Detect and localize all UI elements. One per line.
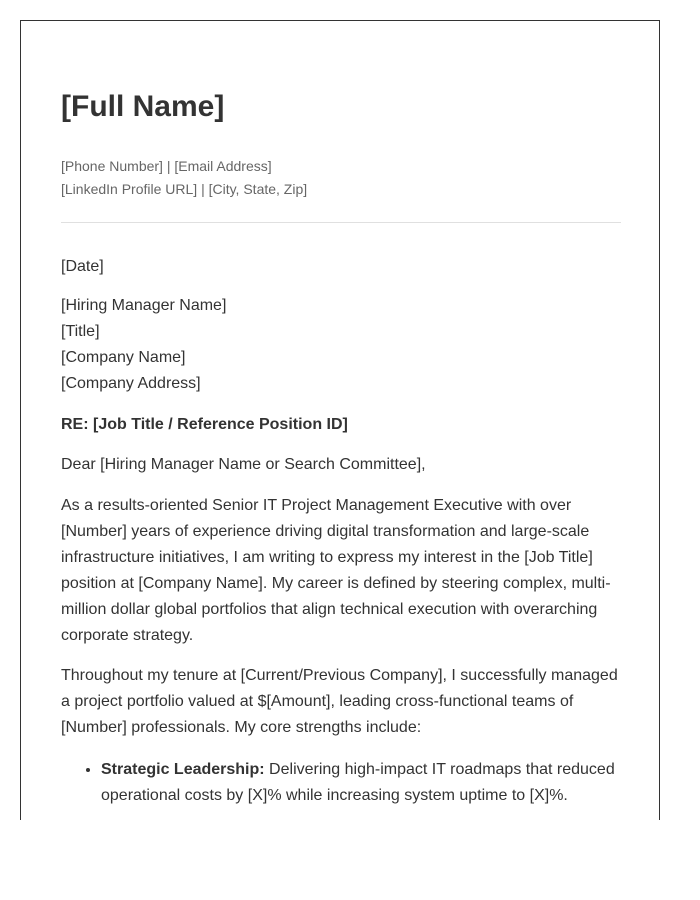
recipient-title: [Title]: [61, 323, 100, 340]
recipient-block: [61, 293, 621, 397]
experience-paragraph: Throughout my tenure at [Current/Previous Company], I successfully managed a project portfolio valued at $[Amount], leading cross-functional teams of [Number] professionals. My core strengths include:: [61, 667, 618, 736]
strength-title: Strategic Leadership:: [101, 761, 265, 778]
recipient-company-name: [Company Name]: [61, 349, 186, 366]
full-name-heading: [Full Name]: [61, 90, 225, 123]
recipient-company-address: [Company Address]: [61, 375, 201, 392]
recipient-hiring-manager: [Hiring Manager Name]: [61, 297, 227, 314]
salutation: Dear [Hiring Manager Name or Search Committee],: [61, 456, 426, 473]
letter-date: [Date]: [61, 258, 104, 275]
letter-content: [61, 21, 621, 809]
strengths-list: [61, 757, 621, 809]
re-line: RE: [Job Title / Reference Position ID]: [61, 416, 348, 433]
contact-block: [61, 155, 621, 201]
list-item: [101, 757, 621, 809]
letter-page: [20, 20, 660, 820]
contact-line-linkedin-location: [LinkedIn Profile URL] | [City, State, Zip]: [61, 181, 308, 197]
contact-line-phone-email: [Phone Number] | [Email Address]: [61, 158, 272, 174]
intro-paragraph: As a results-oriented Senior IT Project Management Executive with over [Number] years of experience driving digital transformation and large-scale infrastructure initiatives, I am writing to express my interest in the [Job Title] position at [Company Name]. My career is defined by steering complex, multi-million dollar global portfolios that align technical execution with overarching corporate strategy.: [61, 497, 611, 644]
header-divider: [61, 222, 621, 223]
strength-text: Delivering high-impact IT roadmaps that reduced operational costs by [X]% while increasing system uptime to [X]%.: [101, 761, 615, 804]
